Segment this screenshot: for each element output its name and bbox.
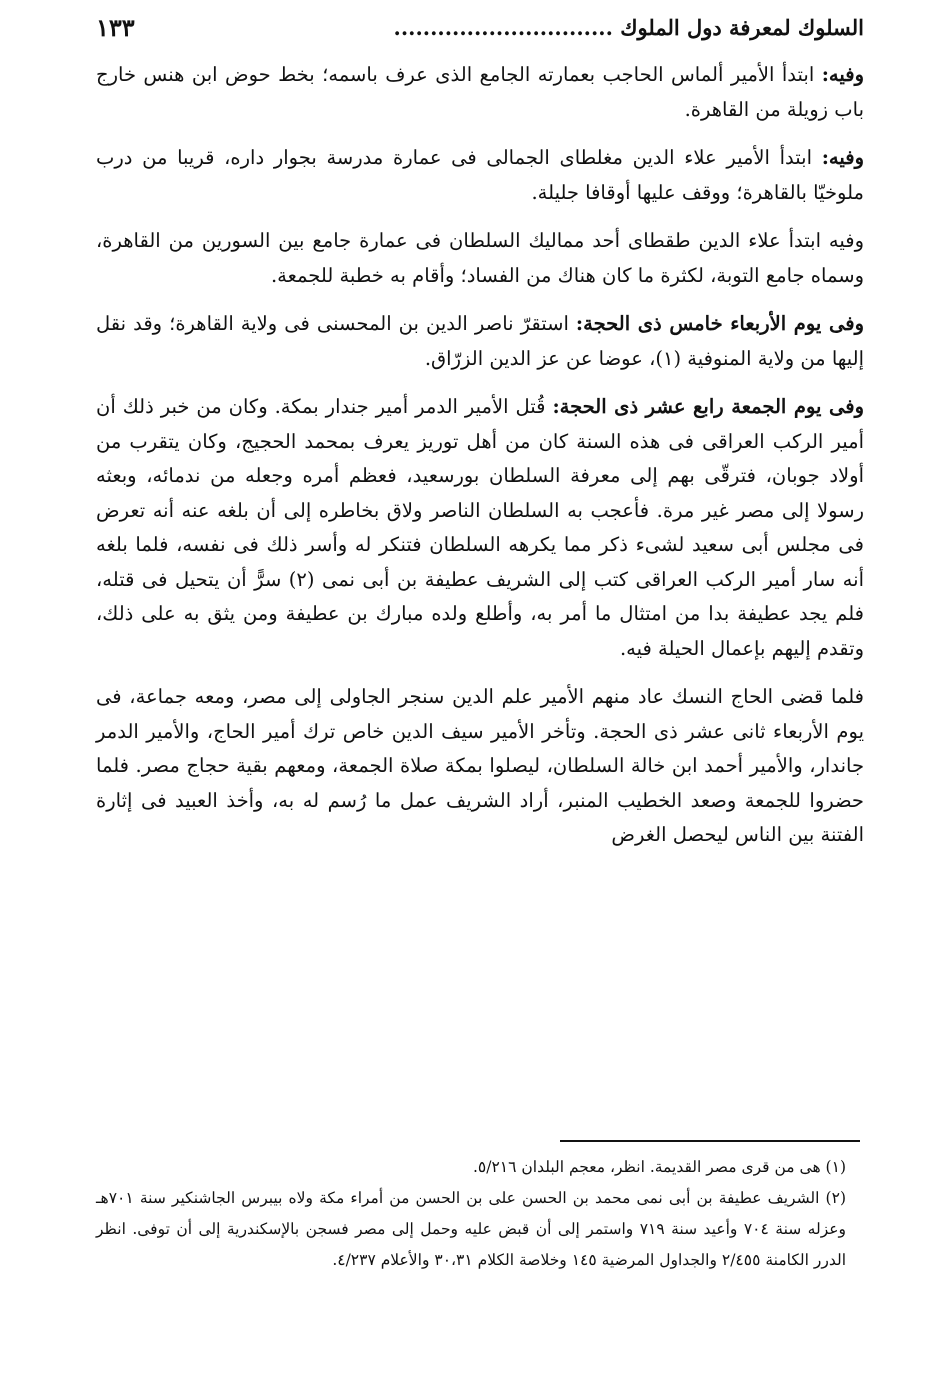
paragraph-text: وفيه ابتدأ علاء الدين طقطاى أحد مماليك السلطان فى عمارة جامع بين السورين من القاهرة، وسماه جامع التوبة، لكثرة ما كان هناك من الفساد؛ وأقام به خطبة للجمعة. [96, 229, 864, 287]
footnote-2: (٢) الشريف عطيفة بن أبى نمى محمد بن الحسن على بن الحسن من أمراء مكة ولاه بيبرس الجاشنكير سنة ٧٠١هـ وعزله سنة ٧٠٤ وأعيد سنة ٧١٩ واستمر إلى أن قبض عليه وحمل إلى مصر فسجن بالإسكندرية إلى أن توفى. انظر الدرر الكامنة ٢/٤٥٥ والجداول المرضية ١٤٥ وخلاصة الكلام ٣٠،٣١ والأعلام ٤/٢٣٧. [96, 1189, 846, 1269]
paragraph [96, 680, 864, 853]
book-page [96, 0, 864, 1384]
paragraph-lead: وفى يوم الجمعة رابع عشر ذى الحجة: [552, 395, 864, 418]
running-header [96, 10, 864, 44]
body-text [96, 58, 864, 867]
paragraph-lead: وفى يوم الأربعاء خامس ذى الحجة: [575, 312, 864, 335]
footnotes [96, 1152, 864, 1276]
page-number: ١٣٣ [96, 12, 135, 42]
running-title [394, 15, 864, 40]
paragraph-text: ابتدأ الأمير علاء الدين مغلطاى الجمالى فى عمارة مدرسة بجوار داره، قريبا من درب ملوخيّا بالقاهرة؛ ووقف عليها أوقافا جليلة. [96, 146, 864, 204]
paragraph [96, 224, 864, 293]
footnote-1: (١) هى من قرى مصر القديمة. انظر، معجم البلدان ٥/٢١٦. [472, 1158, 846, 1176]
paragraph-text: ابتدأ الأمير ألماس الحاجب بعمارته الجامع الذى عرف باسمه؛ بخط حوض ابن هنس خارج باب زويلة من القاهرة. [96, 63, 864, 121]
paragraph-text: فلما قضى الحاج النسك عاد منهم الأمير علم الدين سنجر الجاولى إلى مصر، ومعه جماعة، فى يوم الأربعاء ثانى عشر ذى الحجة. وتأخر الأمير سيف الدين خاص ترك أمير الحاج، والأمير الدمر جاندار، والأمير أحمد ابن خالة السلطان، ليصلوا بمكة صلاة الجمعة، ومعهم بقية حجاج مصر. فلما حضروا للجمعة وصعد الخطيب المنبر، أراد الشريف عمل ما رُسم له به، وأخذ العبيد فى إثارة الفتنة بين الناس ليحصل الغرض [96, 685, 864, 846]
leader-dots: .............................. [393, 14, 613, 40]
paragraph-lead: وفيه: [821, 146, 864, 169]
paragraph [96, 141, 864, 210]
book-title: السلوك لمعرفة دول الملوك [620, 14, 864, 40]
paragraph [96, 58, 864, 127]
paragraph [96, 307, 864, 376]
paragraph [96, 390, 864, 666]
paragraph-text: استقرّ ناصر الدين بن المحسنى فى ولاية القاهرة؛ وقد نقل إليها من ولاية المنوفية (١)، عوضا عن عز الدين الزرّاق. [96, 312, 864, 370]
paragraph-text: قُتل الأمير الدمر أمير جندار بمكة. وكان من خبر ذلك أن أمير الركب العراقى فى هذه السنة كان من أهل توريز يعرف بمحمد الحجيج، وكان يتقرب من أولاد جوبان، فترقّى بهم إلى معرفة السلطان بورسعيد، فعظم أمره وجعله من ندمائه، وبعثه رسولا إلى مصر غير مرة. فأعجب به السلطان الناصر ولاق بخاطره إلى أن بلغه عنه أنه تعرض فى مجلس أبى سعيد لشىء ذكر مما يكرهه السلطان فتنكر له وأسر ذلك فى نفسه، فلما بلغه أنه سار أمير الركب العراقى كتب إلى الشريف عطيفة بن أبى نمى (٢) سرًّ أن يتحيل فى قتله، فلم يجد عطيفة بدا من امتثال ما أمر به، وأطلع ولده مبارك بن عطيفة ومن يثق به على ذلك، وتقدم إليهم بإعمال الحيلة فيه. [96, 395, 864, 660]
footnote-divider [560, 1140, 860, 1142]
paragraph-lead: وفيه: [821, 63, 864, 86]
